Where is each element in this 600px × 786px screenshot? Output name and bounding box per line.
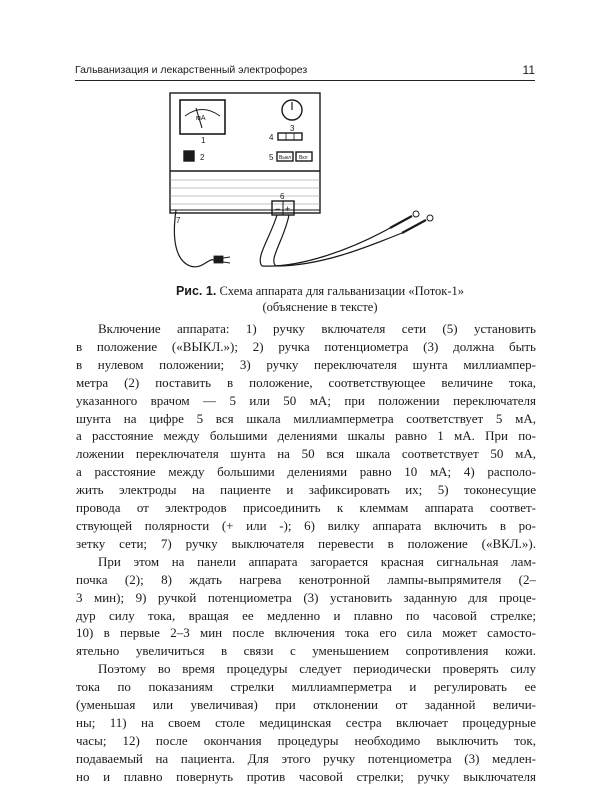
label-2: 2 <box>200 153 205 162</box>
body-line: подаваемый на пациента. Для этого ручку потенциометра (3) медлен- <box>76 750 536 766</box>
body-line: 3 мин); 9) ручкой потенциометра (3) установить заданную для проце- <box>76 589 536 605</box>
caption-label: Рис. 1. <box>175 284 217 298</box>
btn-off-label: Выкл <box>279 155 292 161</box>
body-line: шунта на цифре 5 вся шкала миллиамперметра соответствует 5 мА, <box>76 410 536 426</box>
body-line: тока по показаниям стрелки миллиамперметра и регулировать ее <box>76 679 536 695</box>
label-4: 4 <box>269 133 274 142</box>
body-line: При этом на панели аппарата загорается красная сигнальная лам- <box>98 553 536 569</box>
body-line: почка (2); 8) ждать нагрева кенотронной лампы-выпрямителя (2– <box>76 571 536 587</box>
btn-on-label: Вкл <box>299 155 308 161</box>
body-line: но и плавно повернуть против часовой стрелки; ручку выключателя <box>76 768 536 784</box>
body-line: провода от электродов присоединить к клеммам аппарата соответ- <box>76 500 536 516</box>
running-header-title: Гальванизация и лекарственный электрофорез <box>75 64 308 76</box>
body-line: указанного врачом — 5 или 50 мА; при положении переключателя <box>76 392 536 408</box>
label-7: 7 <box>176 216 181 225</box>
body-line: в нулевом положении; 3) ручку переключателя шунта миллиампер- <box>76 356 536 372</box>
mains-plug <box>214 256 223 263</box>
running-header <box>75 60 535 81</box>
body-line: зетку сети; 7) ручку выключателя перевести в положение («ВКЛ.»). <box>76 535 536 551</box>
electrode-lead-plus <box>274 215 289 266</box>
terminal-plus: + <box>285 204 291 214</box>
body-line: Поэтому во время процедуры следует периодически проверять силу <box>98 661 536 677</box>
page-number: 11 <box>522 63 535 77</box>
body-line: в положение («ВЫКЛ.»); 2) ручка потенциометра (3) должна быть <box>76 338 536 354</box>
label-5: 5 <box>269 153 274 162</box>
meter-unit: мА <box>196 115 206 122</box>
electrode-clamp-2 <box>402 220 426 233</box>
apparatus-diagram <box>150 88 450 283</box>
body-line: (уменьшая или увеличивая) при отклонении от заданной величи- <box>76 697 536 713</box>
body-line: а расстояние между большими делениями равно 10 мА; 4) располо- <box>76 464 536 480</box>
figure-caption <box>120 283 520 315</box>
label-meter: 1 <box>201 136 206 145</box>
body-line: жить электроды на пациенте и зафиксировать их; 5) токонесущие <box>76 482 536 498</box>
caption-line-2: (объяснение в тексте) <box>262 300 378 314</box>
terminal-minus: − <box>275 204 281 214</box>
shunt-selector-bar <box>278 133 302 140</box>
shunt-switch <box>184 151 194 161</box>
caption-line-1: Схема аппарата для гальванизации «Поток-1» <box>219 284 465 298</box>
body-line: часы; 12) после окончания процедуры необходимо выключить ток, <box>76 732 536 748</box>
body-line: дур силу тока, вращая ее медленно и плавно по часовой стрелке; <box>76 607 536 623</box>
body-line: 10) в первые 2–3 мин после включения тока его сила может самосто- <box>76 625 536 641</box>
electrode-clamp-1 <box>390 216 412 228</box>
label-6: 6 <box>280 192 285 201</box>
body-text <box>76 320 536 786</box>
body-line: ложении переключателя шунта на 50 вся шкала соответствует 50 мА, <box>76 446 536 462</box>
body-line: метра (2) поставить в положение, соответствующее величине тока, <box>76 374 536 390</box>
label-knob: 3 <box>290 124 295 133</box>
body-line: ны; 11) на своем столе медицинская сестра включает процедурные <box>76 714 536 730</box>
body-line: ятельно увеличиться в связи с уменьшением сопротивления кожи. <box>76 643 536 659</box>
body-line: Включение аппарата: 1) ручку включателя сети (5) установить <box>98 321 536 336</box>
body-line: ствующей полярности (+ или -); 6) вилку аппарата включить в ро- <box>76 517 536 533</box>
body-line: а расстояние между большими делениями шкалы равно 1 мА. При по- <box>76 428 536 444</box>
